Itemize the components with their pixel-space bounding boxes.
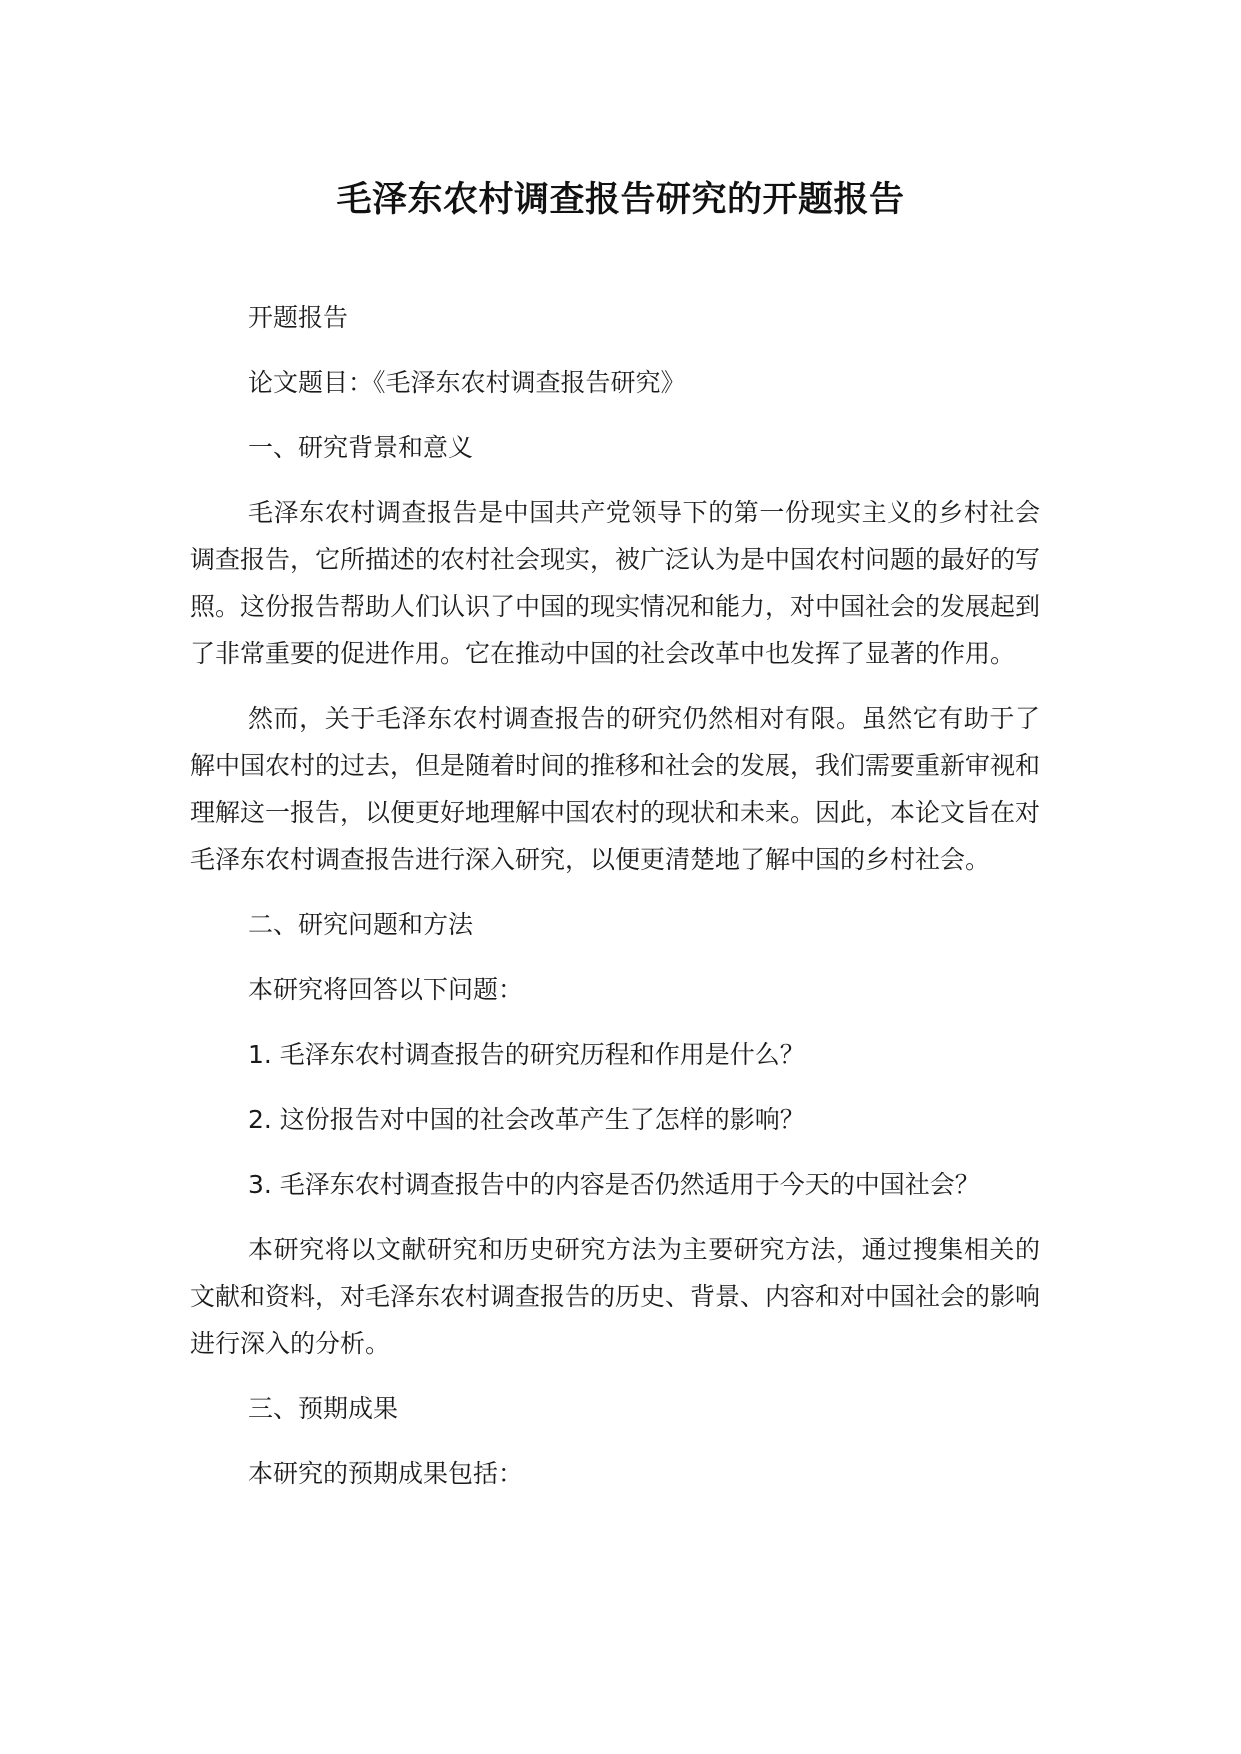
question-item-1: 1. 毛泽东农村调查报告的研究历程和作用是什么？ bbox=[248, 1040, 805, 1069]
paragraph-background-1: 毛泽东农村调查报告是中国共产党领导下的第一份现实主义的乡村社会调查报告，它所描述的农村社会现实，被广泛认为是中国农村问题的最好的写照。这份报告帮助人们认识了中国的现实情况和能力，对中国社会的发展起到了非常重要的促进作用。它在推动中国的社会改革中也发挥了显著的作用。 bbox=[190, 498, 1041, 668]
question-item-3: 3. 毛泽东农村调查报告中的内容是否仍然适用于今天的中国社会？ bbox=[248, 1170, 980, 1199]
document-body bbox=[190, 294, 1040, 1515]
section-heading-background: 一、研究背景和意义 bbox=[248, 433, 474, 462]
expected-results-intro: 本研究的预期成果包括： bbox=[248, 1459, 524, 1488]
section-heading-questions-methods: 二、研究问题和方法 bbox=[248, 910, 474, 939]
question-item-2: 2. 这份报告对中国的社会改革产生了怎样的影响？ bbox=[248, 1105, 805, 1134]
paragraph-methods: 本研究将以文献研究和历史研究方法为主要研究方法，通过搜集相关的文献和资料，对毛泽东农村调查报告的历史、背景、内容和对中国社会的影响进行深入的分析。 bbox=[190, 1235, 1041, 1358]
document-title: 毛泽东农村调查报告研究的开题报告 bbox=[336, 180, 905, 220]
questions-intro: 本研究将回答以下问题： bbox=[248, 975, 524, 1004]
section-label-proposal: 开题报告 bbox=[248, 303, 349, 332]
thesis-title-line: 论文题目：《毛泽东农村调查报告研究》 bbox=[248, 368, 686, 397]
paragraph-background-2: 然而，关于毛泽东农村调查报告的研究仍然相对有限。虽然它有助于了解中国农村的过去，但是随着时间的推移和社会的发展，我们需要重新审视和理解这一报告，以便更好地理解中国农村的现状和未来。因此，本论文旨在对毛泽东农村调查报告进行深入研究，以便更清楚地了解中国的乡村社会。 bbox=[190, 704, 1041, 874]
section-heading-expected-results: 三、预期成果 bbox=[248, 1394, 399, 1423]
